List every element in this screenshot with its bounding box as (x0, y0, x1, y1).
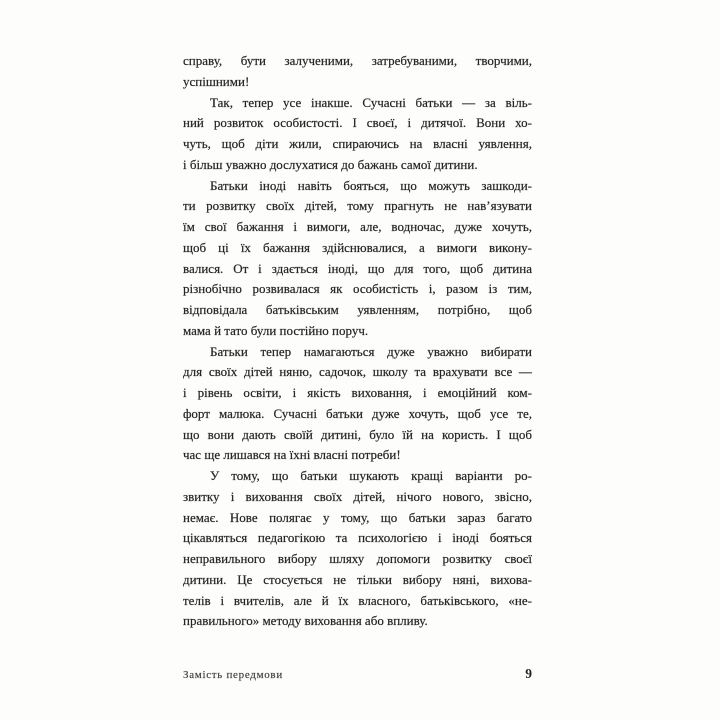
text-line: і рівень освіти, і якість виховання, і емоційний ком- (183, 385, 532, 400)
text-line: справу, бути залученими, затребуваними, творчими, (183, 53, 532, 68)
text-line: телів і вчителів, але й їх власного, батьківського, «не- (183, 592, 532, 608)
text-line: різнобічно розвивалася як особистість і, разом із тим, (183, 281, 532, 297)
text-line: Батьки тепер намагаються дуже уважно вибирати (210, 343, 532, 359)
text-line: дитини. Це стосується не тільки вибору няні, вихова- (183, 571, 532, 587)
text-line: що вони дають своїй дитині, було їй на користь. І щоб (183, 426, 532, 442)
text-line: ний розвиток особистості. І своєї, і дитячої. Вони хо- (183, 115, 532, 131)
text-line: відповідала батьківським уявленням, потрібно, щоб (183, 302, 532, 317)
page-number: 9 (525, 666, 532, 681)
text-line: Так, тепер усе інакше. Сучасні батьки — за віль- (210, 94, 532, 110)
paragraph (183, 466, 532, 632)
text-line: немає. Нове полягає у тому, що батьки зараз багато (183, 509, 532, 525)
text-line: неправильного вибору шляху допомоги розвитку своєї (183, 551, 532, 566)
paragraph (183, 342, 532, 467)
text-line: У тому, що батьки шукають кращі варіанти ро- (210, 468, 532, 483)
paragraph (183, 176, 532, 342)
text-line: їм свої бажання і вимоги, але, водночас, дуже хочуть, (183, 219, 532, 234)
text-line: успішними! (183, 73, 250, 89)
text-line: цікавляться педагогікою та психологією і іноді бояться (183, 530, 532, 546)
running-title: Замість передмови (183, 669, 283, 681)
text-line: правильного» методу виховання або впливу. (183, 613, 428, 629)
text-line: валися. От і здається іноді, що для того, щоб дитина (183, 260, 532, 276)
text-line: і більш уважно дослухатися до бажань самої дитини. (183, 156, 478, 172)
text-line: чуть, щоб діти жили, спираючись на власні уявлення, (183, 136, 532, 151)
text-line: звитку і виховання своїх дітей, нічого нового, звісно, (183, 488, 532, 504)
paragraph (183, 93, 532, 176)
page-text (183, 51, 532, 632)
text-line: час ще лишався на їхні власні потреби! (183, 447, 401, 463)
text-line: щоб ці їх бажання здійснювалися, а вимоги викону- (183, 239, 532, 255)
text-line: для своїх дітей няню, садочок, школу та врахувати все — (183, 364, 532, 380)
page-footer (183, 666, 532, 682)
text-line: мама й тато були постійно поруч. (183, 322, 369, 338)
text-line: форт малюка. Сучасні батьки дуже хочуть, щоб усе те, (183, 405, 532, 421)
paragraph (183, 51, 532, 93)
text-line: ти розвитку своїх дітей, тому прагнуть не нав’язувати (183, 198, 532, 214)
text-line: Батьки іноді навіть бояться, що можуть зашкоди- (210, 177, 532, 193)
